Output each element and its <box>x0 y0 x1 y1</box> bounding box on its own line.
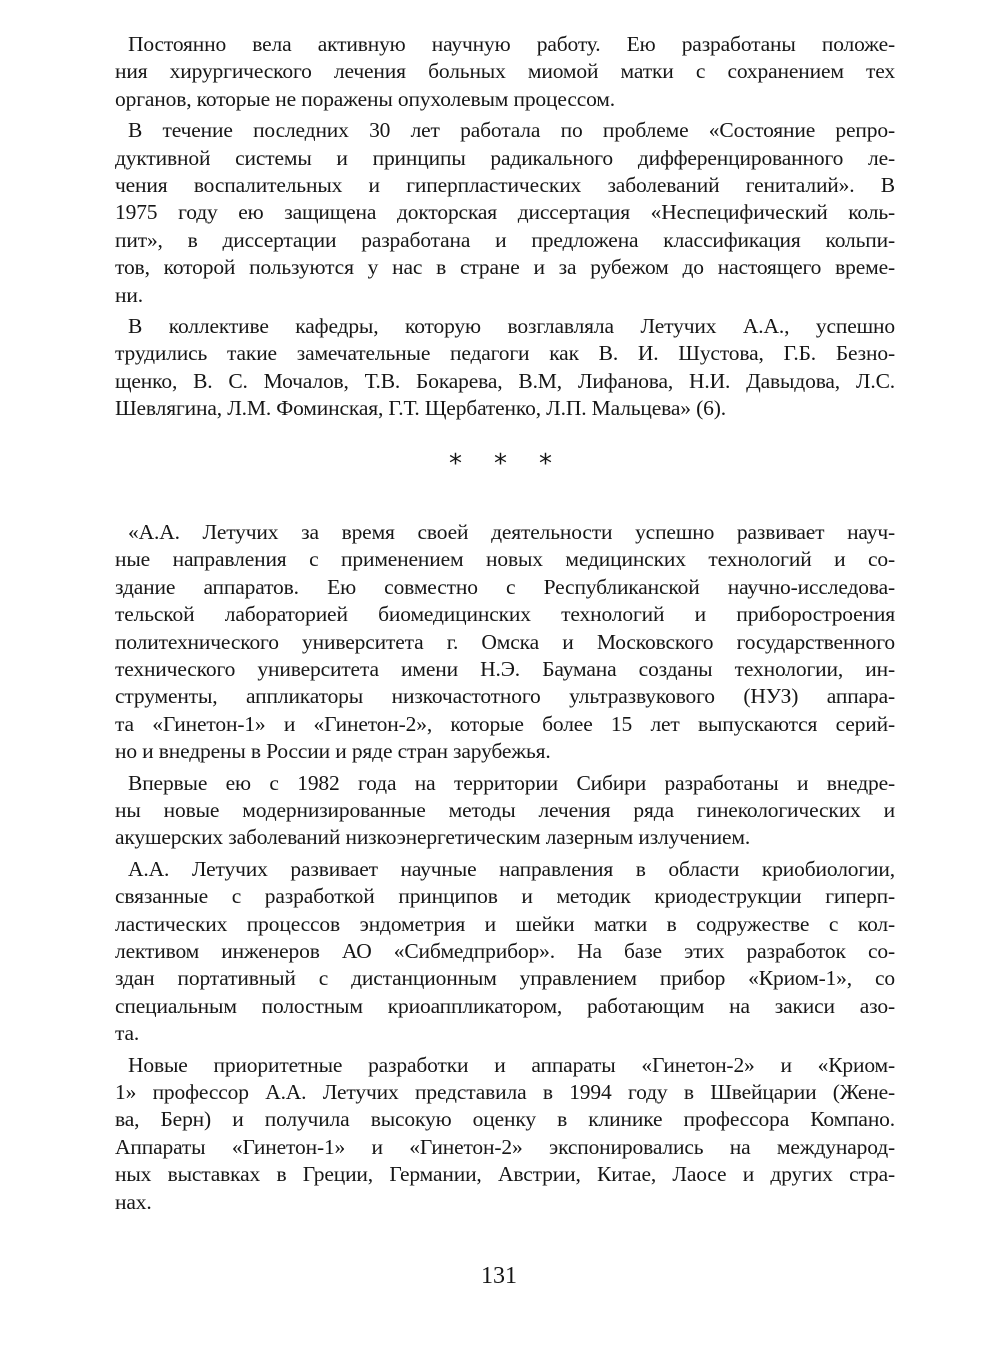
paragraph-line: Постоянно вела активную научную работу. Ею разработаны положе- <box>128 32 895 56</box>
paragraph-line: тов, которой пользуются у нас в стране и за рубежом до настоящего време- <box>115 255 895 280</box>
paragraph-line: чения воспалительных и гиперпластических заболеваний гениталий». В <box>115 173 895 197</box>
paragraph-line: та «Гинетон-1» и «Гинетон-2», которые более 15 лет выпускаются серий- <box>115 711 895 736</box>
paragraph-line: 1975 году ею защищена докторская диссертация «Неспецифический коль- <box>115 200 895 225</box>
paragraph-line: та. <box>115 1021 140 1046</box>
paragraph-line: лективом инженеров АО «Сибмедприбор». На базе этих разработок со- <box>115 939 895 963</box>
paragraph-line: ния хирургического лечения больных миомой матки с сохранением тех <box>115 59 895 84</box>
paragraph-line: специальным полостным криоаппликатором, работающим на закиси азо- <box>115 993 895 1018</box>
paragraph-line: пит», в диссертации разработана и предложена классификация кольпи- <box>115 227 895 252</box>
paragraph-line: 1» профессор А.А. Летучих представила в 1994 году в Швейцарии (Жене- <box>115 1080 895 1104</box>
paragraph-line: ни. <box>115 282 143 307</box>
paragraph-line: «А.А. Летучих за время своей деятельности успешно развивает науч- <box>128 520 895 544</box>
paragraph-line: А.А. Летучих развивает научные направления в области криобиологии, <box>128 856 895 881</box>
paragraph-line: Новые приоритетные разработки и аппараты «Гинетон-2» и «Криом- <box>128 1052 895 1077</box>
paragraph-line: нах. <box>115 1189 152 1214</box>
separator-star: * <box>449 449 462 479</box>
paragraph-line: ные направления с применением новых медицинских технологий и со- <box>115 547 895 572</box>
paragraph-line: щенко, В. С. Мочалов, Т.В. Бокарева, В.М, Лифанова, Н.И. Давыдова, Л.С. <box>115 368 895 393</box>
paragraph-line: струменты, аппликаторы низкочастотного ультразвукового (НУЗ) аппара- <box>115 684 895 709</box>
section-separator <box>0 449 998 479</box>
paragraph-line: тельской лабораторией биомедицинских технологий и приборостроения <box>115 602 895 627</box>
paragraph-line: органов, которые не поражены опухолевым процессом. <box>115 86 615 111</box>
paragraph-line: Аппараты «Гинетон-1» и «Гинетон-2» экспонировались на международ- <box>115 1134 895 1159</box>
paragraph-line: В течение последних 30 лет работала по проблеме «Состояние репро- <box>128 118 895 143</box>
paragraph-line: ных выставках в Греции, Германии, Австрии, Китае, Лаосе и других стра- <box>115 1162 895 1187</box>
paragraph-line: трудились такие замечательные педагоги как В. И. Шустова, Г.Б. Безно- <box>115 341 895 366</box>
paragraph-line: Впервые ею с 1982 года на территории Сибири разработаны и внедре- <box>128 770 895 795</box>
separator-star: * <box>539 449 552 479</box>
paragraph-line: технического университета имени Н.Э. Баумана созданы технологии, ин- <box>115 657 895 681</box>
paragraph-line: здан портативный с дистанционным управлением прибор «Криом-1», со <box>115 966 895 991</box>
paragraph-line: ластических процессов эндометрия и шейки матки в содружестве с кол- <box>115 911 895 936</box>
paragraph-line: ва, Берн) и получила высокую оценку в клинике профессора Компано. <box>115 1107 895 1132</box>
paragraph-line: Шевлягина, Л.М. Фоминская, Г.Т. Щербатенко, Л.П. Мальцева» (6). <box>115 396 726 421</box>
paragraph-line: но и внедрены в России и ряде стран зарубежья. <box>115 739 551 764</box>
paragraph-line: акушерских заболеваний низкоэнергетическим лазерным излучением. <box>115 825 751 850</box>
paragraph-line: В коллективе кафедры, которую возглавляла Летучих А.А., успешно <box>128 314 895 338</box>
paragraph-line: ны новые модернизированные методы лечения ряда гинекологических и <box>115 798 895 822</box>
paragraph-line: здание аппаратов. Ею совместно с Республиканской научно-исследова- <box>115 574 895 599</box>
separator-star: * <box>494 449 507 479</box>
page-number: 131 <box>481 1263 517 1289</box>
paragraph-line: политехнического университета г. Омска и Московского государственного <box>115 629 895 654</box>
paragraph-line: связанные с разработкой принципов и методик криодеструкции гиперп- <box>115 884 895 909</box>
paragraph-line: дуктивной системы и принципы радикального дифференцированного ле- <box>115 145 895 170</box>
